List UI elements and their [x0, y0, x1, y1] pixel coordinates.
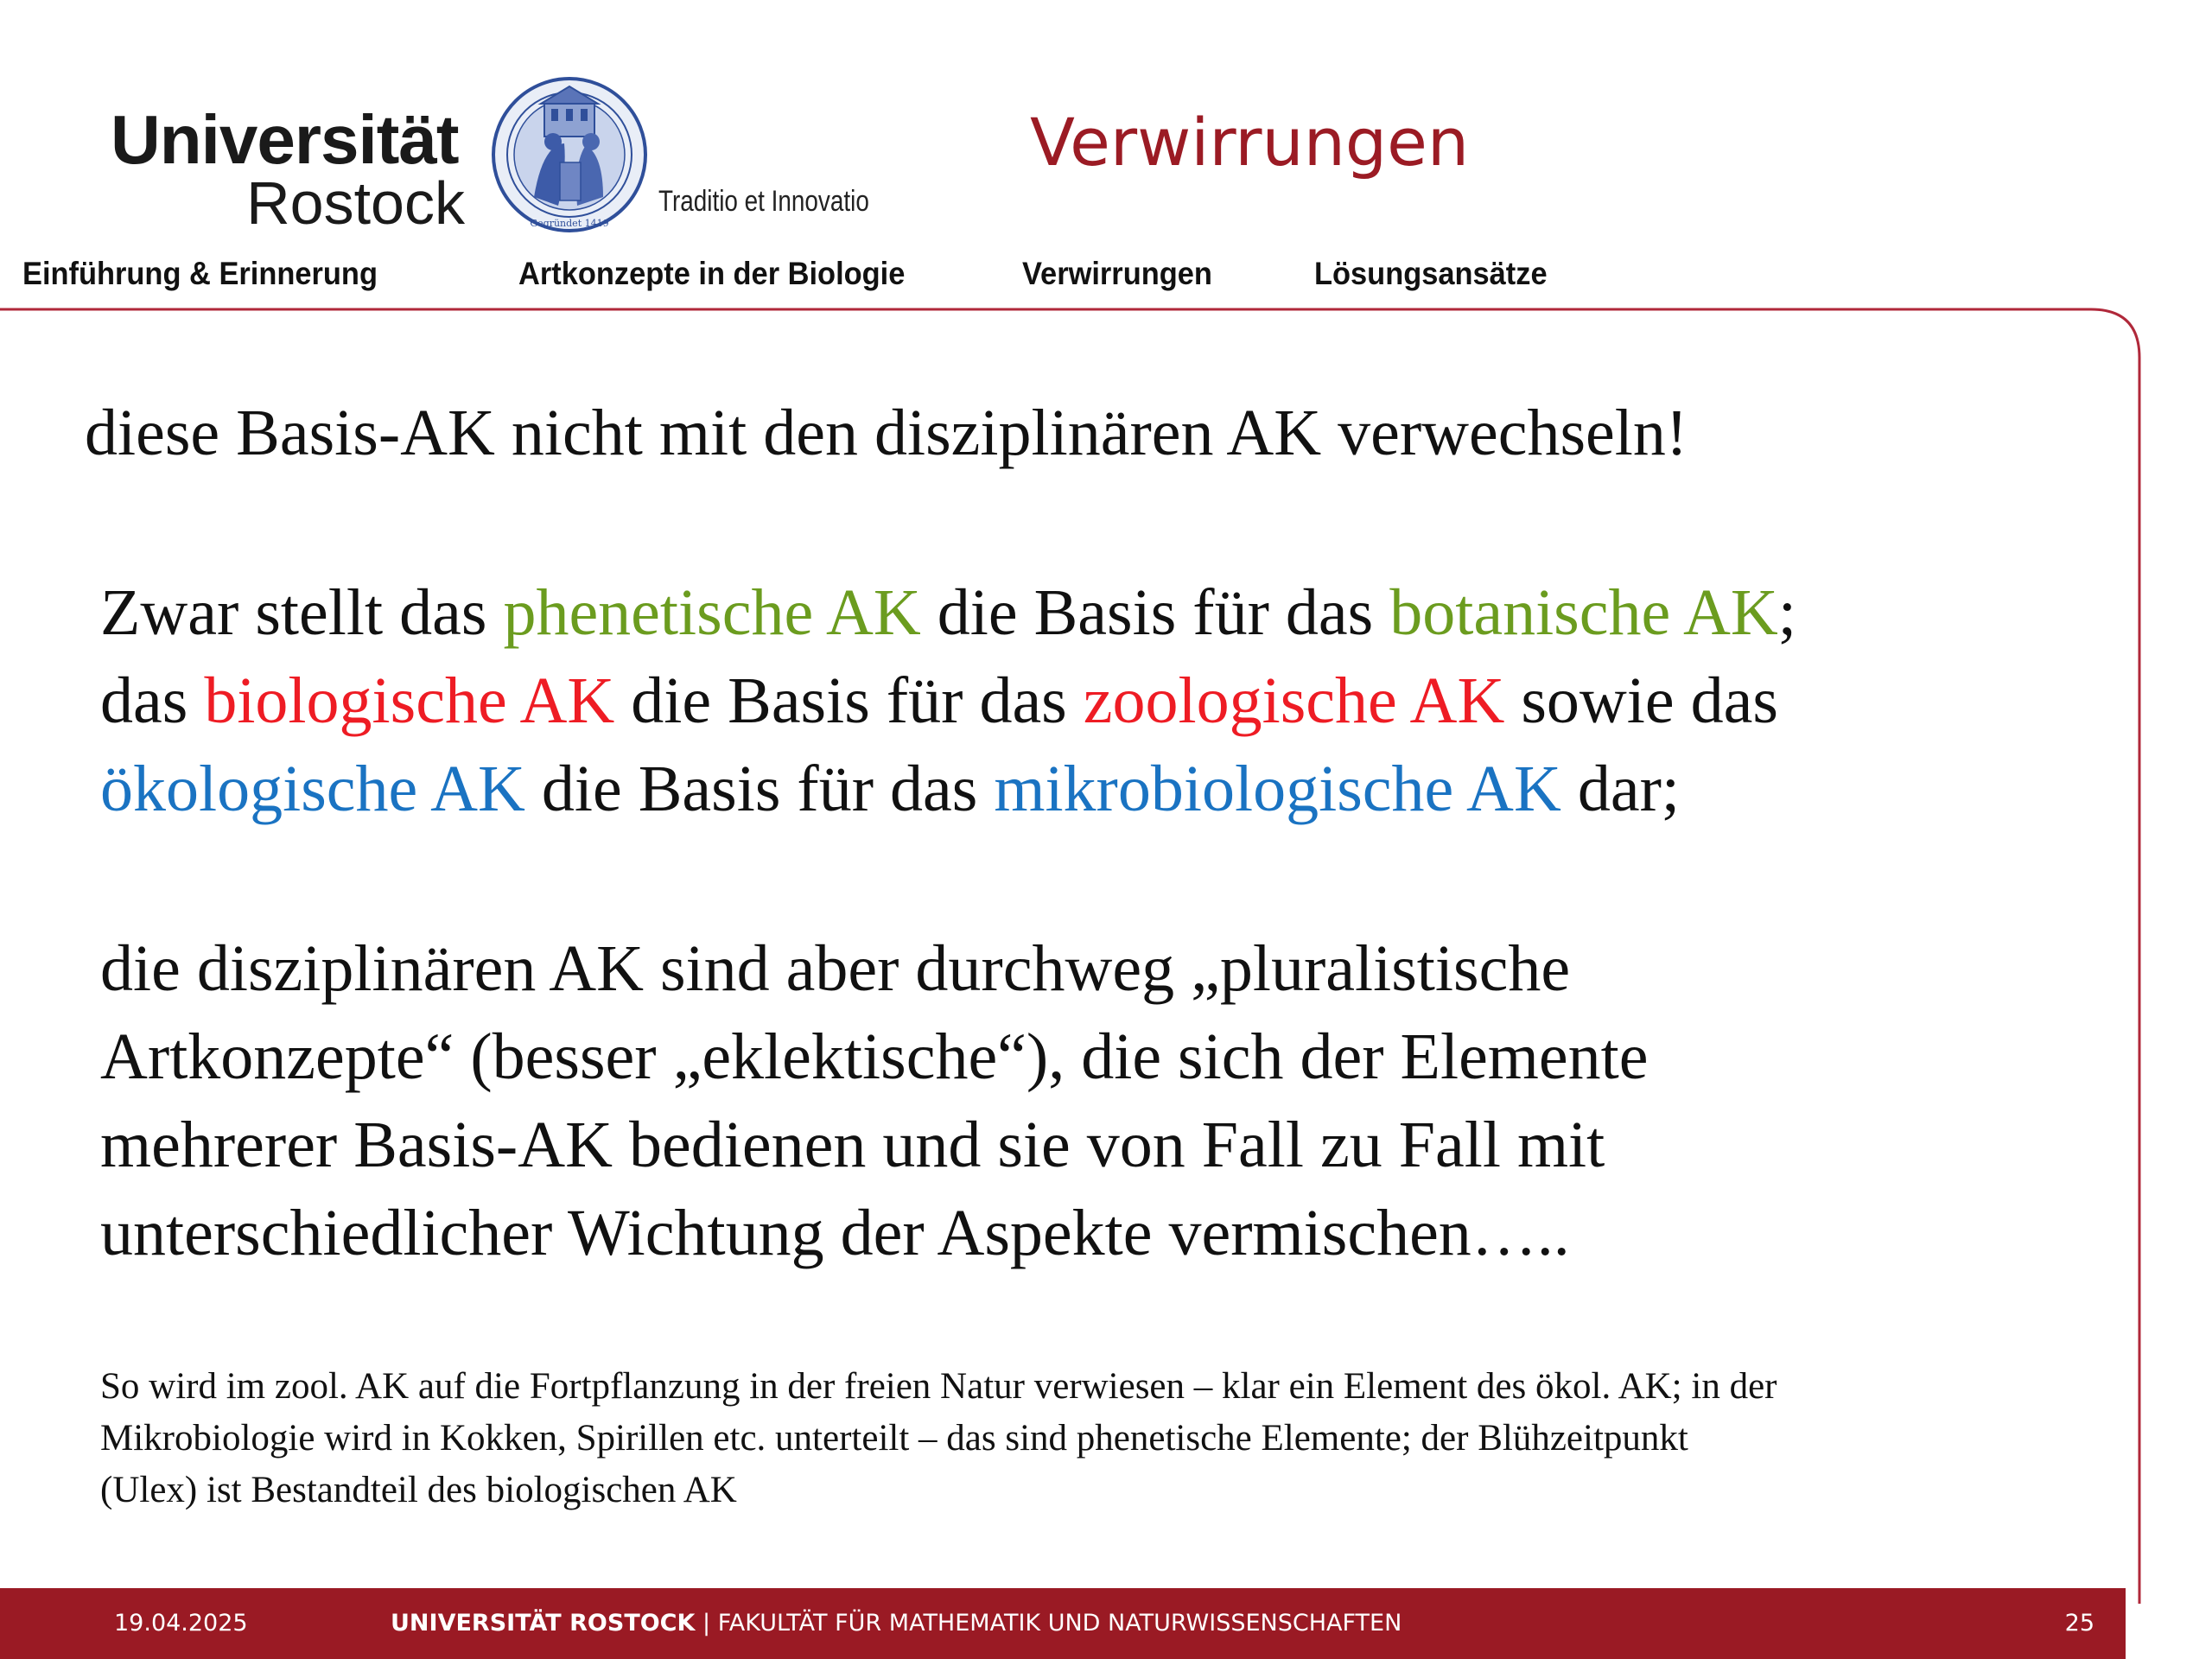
text-run: das: [100, 664, 205, 737]
footer-university: UNIVERSITÄT ROSTOCK: [391, 1610, 696, 1637]
nav-item-verwirrungen[interactable]: Verwirrungen: [1022, 256, 1212, 291]
example-note: [100, 1361, 1777, 1516]
note-line: Mikrobiologie wird in Kokken, Spirillen etc. unterteilt – das sind phenetische Elemente; der Blühzeitpunkt: [100, 1418, 1688, 1459]
paragraph-line: [100, 569, 1796, 657]
term-oekologisch: ökologische AK: [100, 753, 525, 825]
text-run: dar;: [1560, 753, 1680, 825]
disziplinaere-ak-paragraph: [100, 925, 1649, 1277]
paragraph-line: unterschiedlicher Wichtung der Aspekte vermischen…..: [100, 1197, 1570, 1269]
intro-statement: diese Basis-AK nicht mit den disziplinären AK verwechseln!: [85, 397, 1688, 469]
motto: Traditio et Innovatio: [658, 185, 869, 218]
footer-date: 19.04.2025: [114, 1610, 248, 1637]
term-biologisch: biologische AK: [204, 664, 615, 737]
logo-line-rostock: Rostock: [246, 169, 465, 237]
paragraph-line: [100, 657, 1796, 745]
text-run: ;: [1777, 576, 1796, 649]
text-run: die Basis für das: [524, 753, 995, 825]
note-line: So wird im zool. AK auf die Fortpflanzung in der freien Natur verwiesen – klar ein Element des ökol. AK; in der: [100, 1366, 1777, 1407]
text-run: Zwar stellt das: [100, 576, 504, 649]
logo-line-university: Universität: [111, 101, 459, 178]
page-number: 25: [2064, 1610, 2094, 1637]
paragraph-line: die disziplinären AK sind aber durchweg „pluralistische: [100, 932, 1571, 1005]
text-run: sowie das: [1504, 664, 1778, 737]
nav-item-artkonzepte[interactable]: Artkonzepte in der Biologie: [518, 256, 906, 291]
nav-item-loesungsansaetze[interactable]: Lösungsansätze: [1314, 256, 1548, 291]
slide-title: Verwirrungen: [1030, 104, 1470, 181]
footer-bar: [0, 1588, 2126, 1659]
nav-item-einfuehrung[interactable]: Einführung & Erinnerung: [22, 256, 378, 291]
term-zoologisch: zoologische AK: [1083, 664, 1505, 737]
text-run: die Basis für das: [614, 664, 1084, 737]
note-line: (Ulex) ist Bestandteil des biologischen AK: [100, 1470, 737, 1510]
text-run: die Basis für das: [920, 576, 1390, 649]
paragraph-line: Artkonzepte“ (besser „eklektische“), die sich der Elemente: [100, 1020, 1649, 1093]
footer-faculty: | FAKULTÄT FÜR MATHEMATIK UND NATURWISSENSCHAFTEN: [695, 1610, 1402, 1637]
term-mikrobiologisch: mikrobiologische AK: [994, 753, 1561, 825]
paragraph-line: [100, 745, 1796, 833]
basis-ak-paragraph: [100, 569, 1796, 833]
seal-inscription: Gegründet 1419: [530, 218, 609, 229]
term-phenetisch: phenetische AK: [503, 576, 921, 649]
term-botanisch: botanische AK: [1389, 576, 1778, 649]
footer-institution: [391, 1610, 1402, 1637]
paragraph-line: mehrerer Basis-AK bedienen und sie von Fall zu Fall mit: [100, 1109, 1605, 1181]
